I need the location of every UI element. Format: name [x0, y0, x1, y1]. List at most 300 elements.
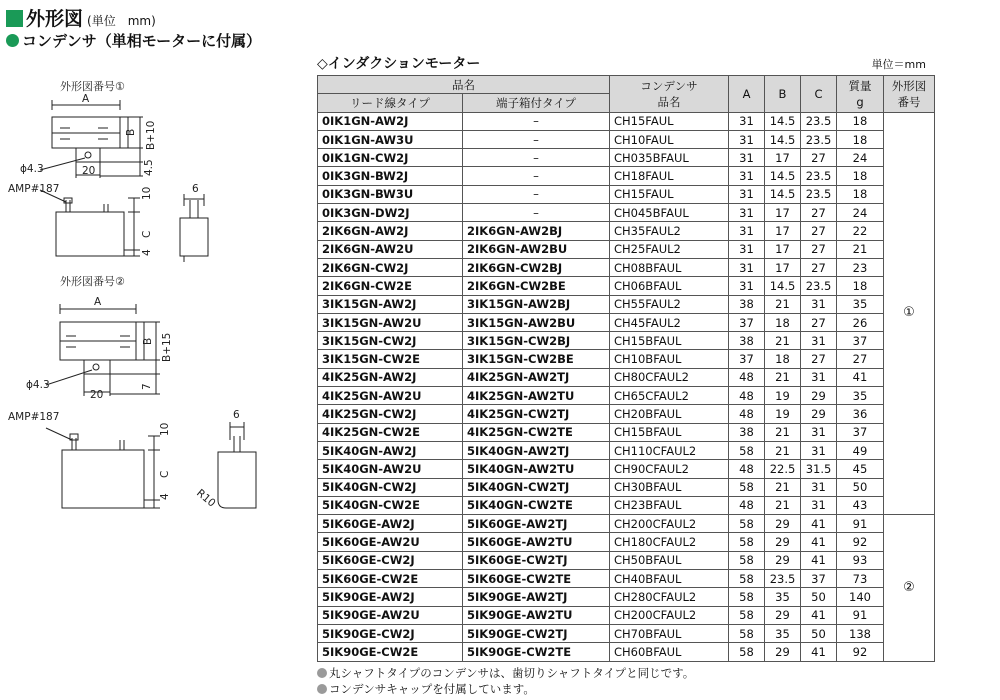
- cell-capacitor: CH200CFAUL2: [610, 606, 729, 624]
- cell-capacitor: CH80CFAUL2: [610, 368, 729, 386]
- cell-c: 27: [801, 204, 837, 222]
- outline-drawings: [0, 0, 310, 700]
- fig2-dim-b: B: [142, 337, 154, 345]
- cell-a: 58: [729, 533, 765, 551]
- cell-b: 21: [765, 295, 801, 313]
- cell-capacitor: CH70BFAUL: [610, 624, 729, 642]
- cell-capacitor: CH20BFAUL: [610, 405, 729, 423]
- cell-c: 37: [801, 570, 837, 588]
- cell-lead-type: 4IK25GN-CW2E: [318, 423, 463, 441]
- cell-terminal-type: 3IK15GN-CW2BJ: [463, 332, 610, 350]
- cell-capacitor: CH15FAUL: [610, 185, 729, 203]
- cell-lead-type: 5IK40GN-CW2E: [318, 496, 463, 514]
- cell-b: 29: [765, 551, 801, 569]
- cell-lead-type: 5IK60GE-AW2J: [318, 515, 463, 533]
- table-row: [318, 149, 935, 167]
- cell-a: 48: [729, 368, 765, 386]
- table-row: [318, 624, 935, 642]
- cell-mass: 91: [837, 606, 884, 624]
- cell-capacitor: CH10BFAUL: [610, 350, 729, 368]
- cell-c: 27: [801, 313, 837, 331]
- header-capacitor: [610, 76, 729, 113]
- fig1-front-body: [56, 212, 124, 256]
- fig1-dim-4: 4: [141, 249, 153, 256]
- cell-b: 21: [765, 368, 801, 386]
- cell-mass: 35: [837, 295, 884, 313]
- header-c: C: [801, 76, 837, 113]
- cell-c: 27: [801, 149, 837, 167]
- cell-lead-type: 2IK6GN-CW2J: [318, 258, 463, 276]
- cell-a: 58: [729, 551, 765, 569]
- cell-capacitor: CH045BFAUL: [610, 204, 729, 222]
- cell-mass: 23: [837, 258, 884, 276]
- cell-a: 48: [729, 496, 765, 514]
- footnote-item: [317, 681, 694, 697]
- cell-lead-type: 5IK40GN-CW2J: [318, 478, 463, 496]
- cell-c: 27: [801, 240, 837, 258]
- cell-lead-type: 3IK15GN-CW2J: [318, 332, 463, 350]
- cell-mass: 43: [837, 496, 884, 514]
- fig2-dim-a: A: [94, 296, 102, 308]
- cell-c: 27: [801, 350, 837, 368]
- fig1-amp: AMP#187: [8, 183, 60, 195]
- header-terminal-type: 端子箱付タイプ: [463, 94, 610, 112]
- cell-a: 31: [729, 204, 765, 222]
- cell-terminal-type: 3IK15GN-AW2BJ: [463, 295, 610, 313]
- cell-b: 17: [765, 258, 801, 276]
- cell-c: 23.5: [801, 277, 837, 295]
- cell-lead-type: 3IK15GN-CW2E: [318, 350, 463, 368]
- cell-mass: 21: [837, 240, 884, 258]
- cell-terminal-type: 5IK40GN-AW2TJ: [463, 441, 610, 459]
- cell-mass: 24: [837, 149, 884, 167]
- fig1-dim-b10: B+10: [145, 120, 157, 150]
- cell-terminal-type: 5IK40GN-AW2TU: [463, 460, 610, 478]
- fig2-dim-b15: B+15: [161, 332, 173, 362]
- cell-mass: 18: [837, 185, 884, 203]
- fig2-label: 外形図番号②: [60, 275, 125, 288]
- cell-lead-type: 5IK60GE-CW2J: [318, 551, 463, 569]
- cell-a: 31: [729, 112, 765, 130]
- cell-b: 29: [765, 606, 801, 624]
- cell-mass: 93: [837, 551, 884, 569]
- table-row: [318, 332, 935, 350]
- cell-a: 58: [729, 624, 765, 642]
- title-text: 外形図: [26, 8, 84, 30]
- cell-b: 21: [765, 478, 801, 496]
- cell-capacitor: CH55FAUL2: [610, 295, 729, 313]
- cell-lead-type: 2IK6GN-AW2U: [318, 240, 463, 258]
- fig1-dim-b: B: [125, 128, 137, 136]
- fig2-dim-6: 6: [233, 409, 240, 421]
- cell-lead-type: 0IK3GN-DW2J: [318, 204, 463, 222]
- cell-lead-type: 0IK1GN-AW2J: [318, 112, 463, 130]
- cell-a: 31: [729, 185, 765, 203]
- header-product-name: 品名: [318, 76, 610, 94]
- cell-terminal-type: 5IK90GE-AW2TJ: [463, 588, 610, 606]
- cell-a: 31: [729, 222, 765, 240]
- table-row: [318, 368, 935, 386]
- table-row: [318, 533, 935, 551]
- cell-c: 23.5: [801, 130, 837, 148]
- cell-c: 31: [801, 368, 837, 386]
- cell-terminal-type: 2IK6GN-AW2BJ: [463, 222, 610, 240]
- cell-capacitor: CH06BFAUL: [610, 277, 729, 295]
- table-row: [318, 204, 935, 222]
- cell-lead-type: 4IK25GN-AW2U: [318, 387, 463, 405]
- cell-c: 41: [801, 551, 837, 569]
- header-lead-type: リード線タイプ: [318, 94, 463, 112]
- cell-a: 48: [729, 460, 765, 478]
- cell-capacitor: CH65CFAUL2: [610, 387, 729, 405]
- cell-terminal-type: 5IK90GE-CW2TJ: [463, 624, 610, 642]
- cell-capacitor: CH200CFAUL2: [610, 515, 729, 533]
- fig1-dim-10: 10: [141, 186, 153, 200]
- header-figure: [884, 76, 935, 113]
- bullet-icon: [317, 684, 327, 694]
- cell-a: 37: [729, 350, 765, 368]
- cell-lead-type: 5IK90GE-AW2J: [318, 588, 463, 606]
- fig1-dim-6: 6: [192, 183, 199, 195]
- table-row: [318, 313, 935, 331]
- cell-mass: 45: [837, 460, 884, 478]
- footnote-item: [317, 665, 694, 681]
- cell-mass: 140: [837, 588, 884, 606]
- cell-capacitor: CH110CFAUL2: [610, 441, 729, 459]
- title-unit: (単位 mm): [87, 14, 156, 28]
- cell-b: 29: [765, 515, 801, 533]
- cell-capacitor: CH30BFAUL: [610, 478, 729, 496]
- table-row: [318, 277, 935, 295]
- fig2-front-body: [62, 450, 144, 508]
- cell-capacitor: CH45FAUL2: [610, 313, 729, 331]
- cell-mass: 27: [837, 350, 884, 368]
- cell-b: 17: [765, 240, 801, 258]
- cell-capacitor: CH40BFAUL: [610, 570, 729, 588]
- table-row: [318, 387, 935, 405]
- cell-a: 38: [729, 423, 765, 441]
- unit-note: 単位＝mm: [871, 58, 926, 71]
- cell-c: 29: [801, 387, 837, 405]
- cell-capacitor: CH23BFAUL: [610, 496, 729, 514]
- cell-c: 41: [801, 533, 837, 551]
- cell-terminal-type: –: [463, 204, 610, 222]
- footnote-text: コンデンサキャップを付属しています。: [329, 682, 535, 696]
- cell-c: 23.5: [801, 185, 837, 203]
- cell-lead-type: 2IK6GN-CW2E: [318, 277, 463, 295]
- cell-b: 21: [765, 332, 801, 350]
- cell-capacitor: CH15BFAUL: [610, 423, 729, 441]
- cell-c: 31: [801, 496, 837, 514]
- cell-b: 14.5: [765, 112, 801, 130]
- cell-c: 23.5: [801, 112, 837, 130]
- cell-terminal-type: 5IK60GE-AW2TJ: [463, 515, 610, 533]
- table-row: [318, 606, 935, 624]
- cell-a: 38: [729, 295, 765, 313]
- cell-b: 35: [765, 588, 801, 606]
- fig2-amp: AMP#187: [8, 411, 60, 423]
- fig1-label: 外形図番号①: [60, 80, 125, 93]
- cell-a: 31: [729, 149, 765, 167]
- cell-a: 38: [729, 332, 765, 350]
- cell-a: 31: [729, 130, 765, 148]
- cell-capacitor: CH280CFAUL2: [610, 588, 729, 606]
- footnote-text: 丸シャフトタイプのコンデンサは、歯切りシャフトタイプと同じです。: [329, 666, 695, 680]
- cell-mass: 22: [837, 222, 884, 240]
- table-row: [318, 130, 935, 148]
- table-row: [318, 570, 935, 588]
- cell-c: 31: [801, 478, 837, 496]
- cell-a: 58: [729, 643, 765, 661]
- cell-b: 17: [765, 222, 801, 240]
- footnotes: [317, 665, 694, 697]
- header-capacitor-label: コンデンサ: [640, 78, 698, 93]
- cell-capacitor: CH60BFAUL: [610, 643, 729, 661]
- cell-lead-type: 5IK40GN-AW2J: [318, 441, 463, 459]
- cell-terminal-type: 4IK25GN-CW2TJ: [463, 405, 610, 423]
- table-row: [318, 515, 935, 533]
- cell-terminal-type: –: [463, 149, 610, 167]
- cell-capacitor: CH180CFAUL2: [610, 533, 729, 551]
- cell-capacitor: CH15BFAUL: [610, 332, 729, 350]
- cell-capacitor: CH08BFAUL: [610, 258, 729, 276]
- fig2-dim-20: 20: [90, 389, 104, 401]
- cell-c: 31.5: [801, 460, 837, 478]
- cell-b: 22.5: [765, 460, 801, 478]
- cell-mass: 91: [837, 515, 884, 533]
- table-row: [318, 167, 935, 185]
- fig1-dim-c: C: [141, 230, 153, 238]
- table-row: [318, 423, 935, 441]
- table-row: [318, 222, 935, 240]
- cell-a: 58: [729, 441, 765, 459]
- header-mass: [837, 76, 884, 113]
- cell-mass: 41: [837, 368, 884, 386]
- cell-terminal-type: 5IK60GE-CW2TE: [463, 570, 610, 588]
- cell-lead-type: 0IK1GN-CW2J: [318, 149, 463, 167]
- subtitle-text: コンデンサ（単相モーターに付属）: [22, 32, 262, 50]
- cell-c: 27: [801, 222, 837, 240]
- cell-a: 31: [729, 240, 765, 258]
- cell-b: 17: [765, 149, 801, 167]
- fig1-dim-20: 20: [82, 165, 96, 177]
- cell-lead-type: 3IK15GN-AW2J: [318, 295, 463, 313]
- table-row: [318, 258, 935, 276]
- cell-terminal-type: –: [463, 130, 610, 148]
- header-mass-unit: g: [856, 94, 864, 109]
- fig2-dim-10: 10: [159, 422, 171, 436]
- cell-lead-type: 5IK60GE-AW2U: [318, 533, 463, 551]
- cell-b: 21: [765, 423, 801, 441]
- cell-terminal-type: –: [463, 167, 610, 185]
- cell-mass: 73: [837, 570, 884, 588]
- table-row: [318, 295, 935, 313]
- fig1-side-body: [180, 218, 208, 256]
- cell-a: 31: [729, 277, 765, 295]
- header-a: A: [729, 76, 765, 113]
- fig2-dim-4: 4: [159, 493, 171, 500]
- cell-b: 23.5: [765, 570, 801, 588]
- cell-lead-type: 4IK25GN-CW2J: [318, 405, 463, 423]
- cell-mass: 92: [837, 643, 884, 661]
- table-body: [318, 112, 935, 661]
- cell-c: 29: [801, 405, 837, 423]
- cell-b: 14.5: [765, 130, 801, 148]
- cell-b: 21: [765, 496, 801, 514]
- table-row: [318, 350, 935, 368]
- cell-mass: 18: [837, 112, 884, 130]
- cell-a: 58: [729, 515, 765, 533]
- cell-terminal-type: 2IK6GN-CW2BJ: [463, 258, 610, 276]
- cell-terminal-type: 5IK90GE-CW2TE: [463, 643, 610, 661]
- cell-terminal-type: 5IK60GE-AW2TU: [463, 533, 610, 551]
- cell-terminal-type: 5IK90GE-AW2TU: [463, 606, 610, 624]
- cell-b: 35: [765, 624, 801, 642]
- table-row: [318, 112, 935, 130]
- cell-capacitor: CH35FAUL2: [610, 222, 729, 240]
- cell-a: 37: [729, 313, 765, 331]
- cell-terminal-type: 4IK25GN-CW2TE: [463, 423, 610, 441]
- cell-mass: 18: [837, 277, 884, 295]
- cell-mass: 18: [837, 130, 884, 148]
- cell-mass: 50: [837, 478, 884, 496]
- cell-b: 14.5: [765, 185, 801, 203]
- cell-capacitor: CH18FAUL: [610, 167, 729, 185]
- cell-mass: 37: [837, 332, 884, 350]
- cell-a: 31: [729, 167, 765, 185]
- cell-a: 48: [729, 387, 765, 405]
- fig2-dim-7: 7: [141, 383, 153, 390]
- table-row: [318, 240, 935, 258]
- cell-lead-type: 5IK90GE-AW2U: [318, 606, 463, 624]
- table-row: [318, 588, 935, 606]
- cell-lead-type: 5IK90GE-CW2J: [318, 624, 463, 642]
- cell-mass: 18: [837, 167, 884, 185]
- header-figure-no: 番号: [897, 94, 921, 109]
- fig2-dim-c: C: [159, 470, 171, 478]
- cell-a: 48: [729, 405, 765, 423]
- cell-mass: 35: [837, 387, 884, 405]
- table-row: [318, 441, 935, 459]
- cell-mass: 138: [837, 624, 884, 642]
- cell-lead-type: 3IK15GN-AW2U: [318, 313, 463, 331]
- cell-c: 31: [801, 295, 837, 313]
- fig1-dim-a: A: [82, 93, 90, 105]
- cell-terminal-type: –: [463, 185, 610, 203]
- cell-lead-type: 0IK3GN-BW2J: [318, 167, 463, 185]
- cell-a: 58: [729, 570, 765, 588]
- cell-c: 27: [801, 258, 837, 276]
- cell-terminal-type: 5IK40GN-CW2TE: [463, 496, 610, 514]
- cell-a: 31: [729, 258, 765, 276]
- cell-b: 17: [765, 204, 801, 222]
- cell-c: 41: [801, 515, 837, 533]
- cell-terminal-type: –: [463, 112, 610, 130]
- cell-b: 14.5: [765, 277, 801, 295]
- cell-lead-type: 5IK40GN-AW2U: [318, 460, 463, 478]
- cell-terminal-type: 3IK15GN-CW2BE: [463, 350, 610, 368]
- bullet-icon: [317, 668, 327, 678]
- table-row: [318, 185, 935, 203]
- cell-b: 19: [765, 387, 801, 405]
- cell-capacitor: CH035BFAUL: [610, 149, 729, 167]
- header-capacitor-name: 品名: [657, 94, 681, 109]
- table-row: [318, 405, 935, 423]
- cell-lead-type: 5IK90GE-CW2E: [318, 643, 463, 661]
- cell-b: 19: [765, 405, 801, 423]
- cell-figure-ref: ①: [884, 112, 935, 515]
- table-row: [318, 478, 935, 496]
- cell-c: 31: [801, 332, 837, 350]
- cell-terminal-type: 2IK6GN-CW2BE: [463, 277, 610, 295]
- cell-b: 18: [765, 313, 801, 331]
- cell-c: 23.5: [801, 167, 837, 185]
- table-row: [318, 460, 935, 478]
- cell-lead-type: 4IK25GN-AW2J: [318, 368, 463, 386]
- cell-terminal-type: 4IK25GN-AW2TU: [463, 387, 610, 405]
- cell-c: 31: [801, 441, 837, 459]
- table-row: [318, 643, 935, 661]
- cell-c: 50: [801, 624, 837, 642]
- table-row: [318, 496, 935, 514]
- cell-c: 41: [801, 606, 837, 624]
- cell-terminal-type: 2IK6GN-AW2BU: [463, 240, 610, 258]
- fig1-dim-45: 4.5: [143, 159, 155, 176]
- cell-lead-type: 2IK6GN-AW2J: [318, 222, 463, 240]
- cell-lead-type: 0IK3GN-BW3U: [318, 185, 463, 203]
- cell-capacitor: CH10FAUL: [610, 130, 729, 148]
- cell-mass: 49: [837, 441, 884, 459]
- header-figure-label: 外形図: [891, 78, 927, 93]
- cell-terminal-type: 5IK60GE-CW2TJ: [463, 551, 610, 569]
- spec-table: [317, 75, 935, 662]
- cell-capacitor: CH15FAUL: [610, 112, 729, 130]
- cell-mass: 37: [837, 423, 884, 441]
- cell-mass: 24: [837, 204, 884, 222]
- cell-lead-type: 5IK60GE-CW2E: [318, 570, 463, 588]
- fig2-dim-r10: R10: [194, 487, 218, 510]
- cell-a: 58: [729, 606, 765, 624]
- cell-terminal-type: 5IK40GN-CW2TJ: [463, 478, 610, 496]
- table-row: [318, 551, 935, 569]
- header-mass-label: 質量: [848, 78, 872, 93]
- cell-c: 50: [801, 588, 837, 606]
- cell-mass: 26: [837, 313, 884, 331]
- cell-c: 41: [801, 643, 837, 661]
- cell-b: 18: [765, 350, 801, 368]
- cell-capacitor: CH90CFAUL2: [610, 460, 729, 478]
- cell-capacitor: CH50BFAUL: [610, 551, 729, 569]
- cell-terminal-type: 3IK15GN-AW2BU: [463, 313, 610, 331]
- fig2-side-body: [218, 452, 256, 508]
- cell-lead-type: 0IK1GN-AW3U: [318, 130, 463, 148]
- cell-capacitor: CH25FAUL2: [610, 240, 729, 258]
- section-title: ◇インダクションモーター: [317, 56, 481, 72]
- cell-b: 29: [765, 643, 801, 661]
- fig2-dim-phi: ϕ4.3: [26, 379, 50, 391]
- cell-b: 21: [765, 441, 801, 459]
- cell-mass: 92: [837, 533, 884, 551]
- fig1-dim-phi: ϕ4.3: [20, 163, 44, 175]
- cell-figure-ref: ②: [884, 515, 935, 661]
- header-b: B: [765, 76, 801, 113]
- cell-a: 58: [729, 588, 765, 606]
- cell-b: 14.5: [765, 167, 801, 185]
- cell-terminal-type: 4IK25GN-AW2TJ: [463, 368, 610, 386]
- cell-mass: 36: [837, 405, 884, 423]
- cell-b: 29: [765, 533, 801, 551]
- cell-a: 58: [729, 478, 765, 496]
